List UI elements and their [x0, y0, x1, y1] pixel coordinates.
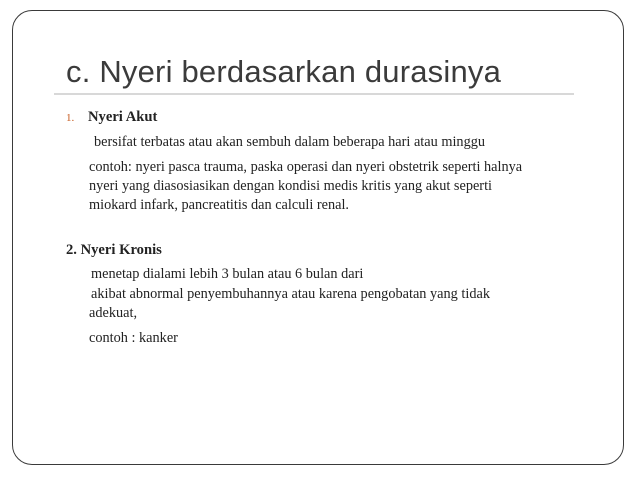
section1-line-4: miokard infark, pancreatitis dan calculi renal. [89, 197, 350, 213]
section2-line-4: contoh : kanker [89, 330, 178, 346]
section1-number: 1. [66, 112, 75, 124]
section1-line-1: bersifat terbatas atau akan sembuh dalam beberapa hari atau minggu [94, 134, 486, 150]
title-divider [54, 93, 574, 95]
slide-title: c. Nyeri berdasarkan durasinya [66, 54, 502, 89]
section2-line-3: adekuat, [89, 305, 138, 321]
section2-line-2: akibat abnormal penyembuhannya atau karena pengobatan yang tidak [91, 286, 490, 302]
section2-heading: 2. Nyeri Kronis [66, 242, 162, 258]
section1-line-2: contoh: nyeri pasca trauma, paska operasi dan nyeri obstetrik seperti halnya [89, 159, 523, 175]
section1-line-3: nyeri yang diasosiasikan dengan kondisi medis kritis yang akut seperti [89, 178, 493, 194]
section2-line-1: menetap dialami lebih 3 bulan atau 6 bulan dari [91, 266, 364, 282]
section1-heading: Nyeri Akut [88, 109, 158, 125]
